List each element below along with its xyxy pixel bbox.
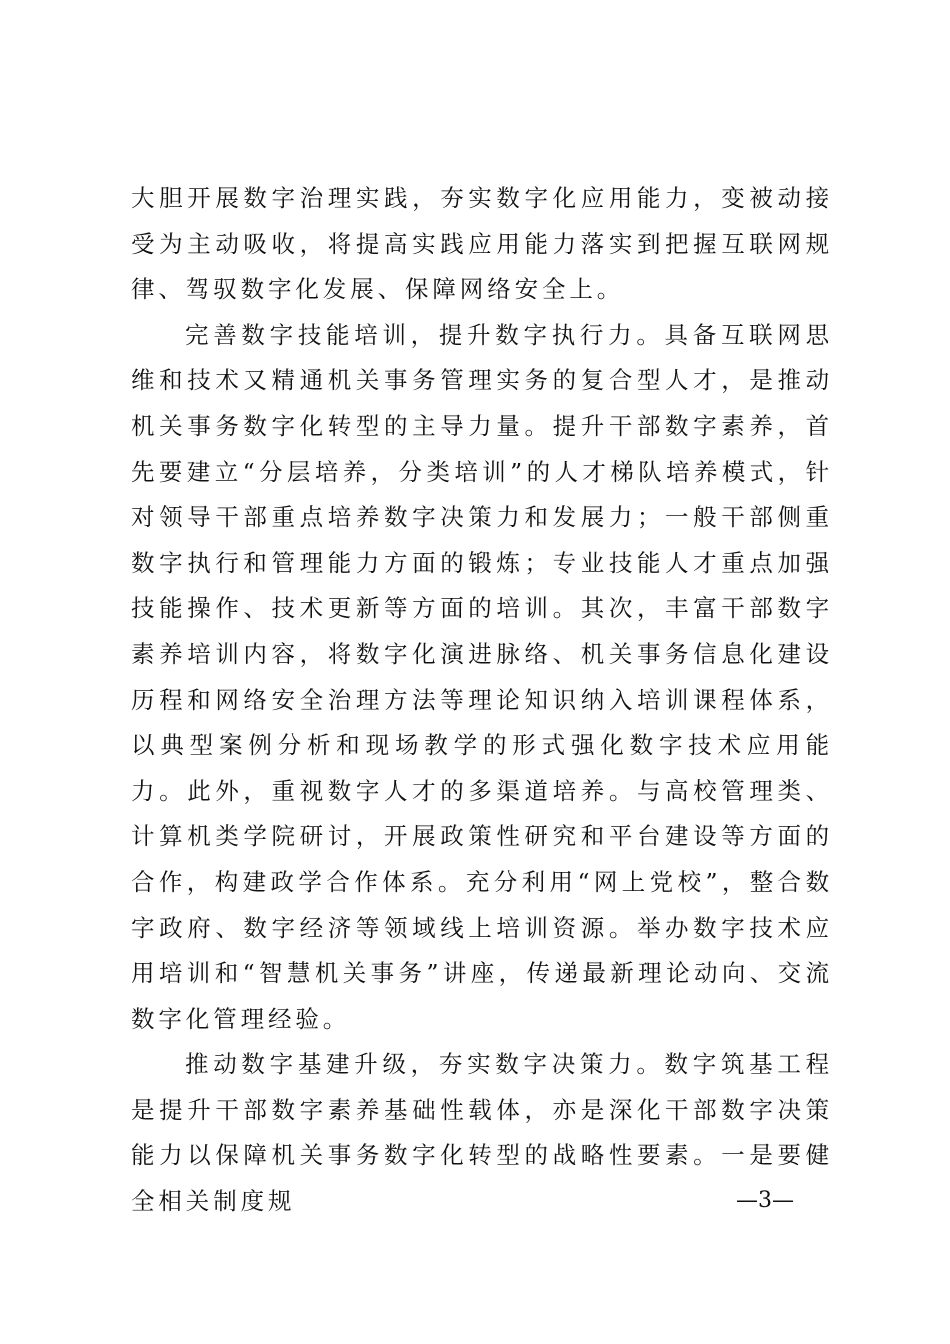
page-number: —3— <box>736 1188 794 1213</box>
paragraph-digital-skills-training: 完善数字技能培训，提升数字执行力。具备互联网思维和技术又精通机关事务管理实务的复合型人才，是推动机关事务数字化转型的主导力量。提升干部数字素养，首先要建立“分层培养，分类培训”的人才梯队培养模式，针对领导干部重点培养数字决策力和发展力；一般干部侧重数字执行和管理能力方面的锻炼；专业技能人才重点加强技能操作、技术更新等方面的培训。其次，丰富干部数字素养培训内容，将数字化演进脉络、机关事务信息化建设历程和网络安全治理方法等理论知识纳入培训课程体系，以典型案例分析和现场教学的形式强化数字技术应用能力。此外，重视数字人才的多渠道培养。与高校管理类、计算机类学院研讨，开展政策性研究和平台建设等方面的合作，构建政学合作体系。充分利用“网上党校”，整合数字政府、数字经济等领域线上培训资源。举办数字技术应用培训和“智慧机关事务”讲座，传递最新理论动向、交流数字化管理经验。 <box>131 320 833 1033</box>
paragraph-continuation: 大胆开展数字治理实践，夯实数字化应用能力，变被动接受为主动吸收，将提高实践应用能力落实到把握互联网规律、驾驭数字化发展、保障网络安全上。 <box>131 184 833 304</box>
body-text <box>131 176 833 1225</box>
paragraph-digital-infrastructure: 推动数字基建升级，夯实数字决策力。数字筑基工程是提升干部数字素养基础性载体，亦是深化干部数字决策能力以保障机关事务数字化转型的战略性要素。一是要健全相关制度规 <box>131 1050 833 1216</box>
